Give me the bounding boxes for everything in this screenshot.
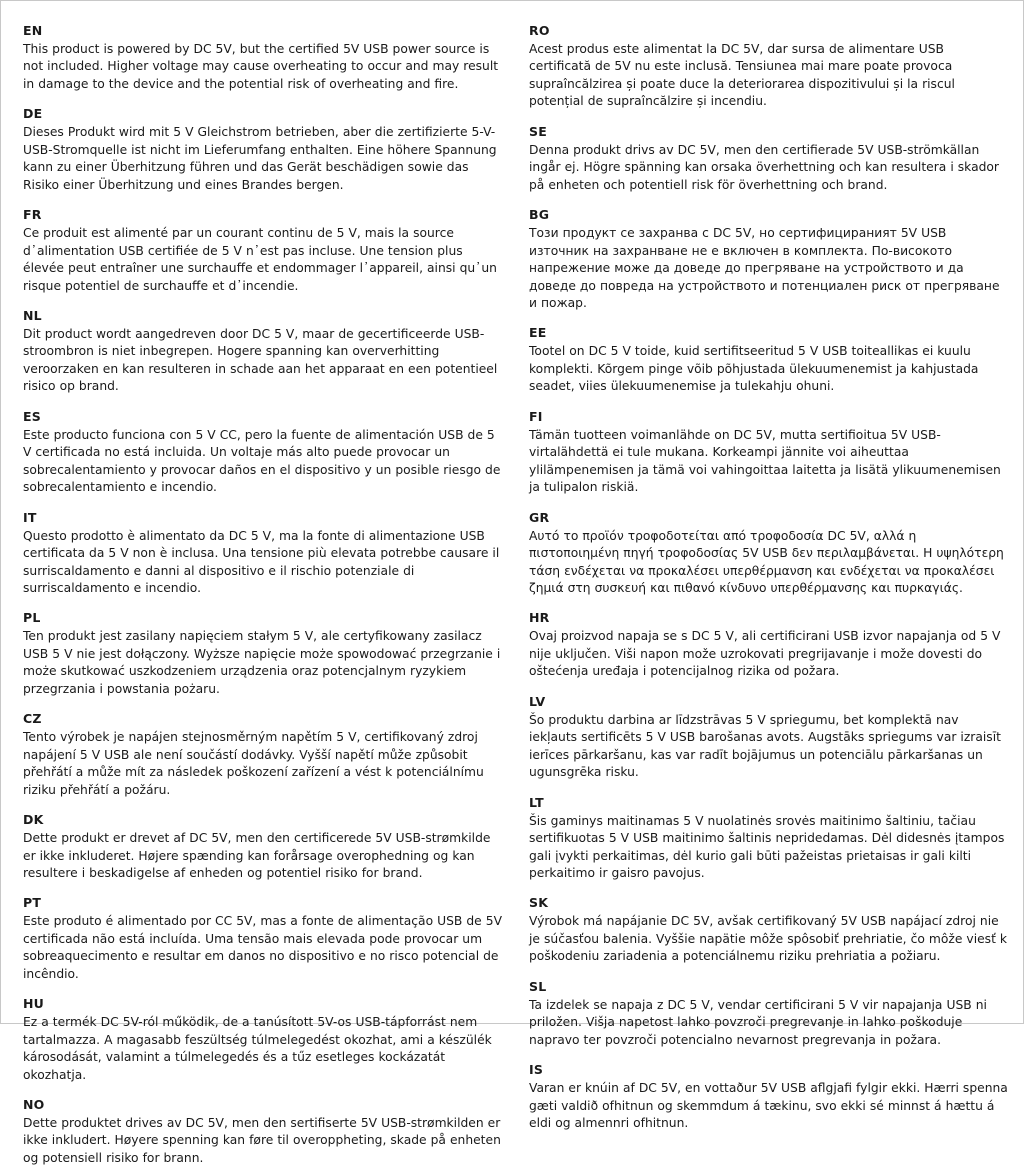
language-paragraph: Výrobok má napájanie DC 5V, avšak certifikovaný 5V USB napájací zdroj nie je súčasťou balenia. Vyššie napätie môže spôsobiť prehriatie, čo môže viesť k poškodeniu zariadenia a potenciálnemu riziku prehriatia a požiaru. [529,914,1008,964]
language-entry [529,795,1009,883]
language-entry [529,124,1009,194]
language-entry [529,325,1009,395]
language-entry [529,207,1009,312]
language-code: DE [23,106,43,122]
language-paragraph: Dieses Produkt wird mit 5 V Gleichstrom betrieben, aber die zertifizierte 5-V-USB-Stromquelle ist nicht im Lieferumfang enthalten. Eine höhere Spannung kann zu einer Überhitzung führen und das Gerät beschädigen sowie das Risiko einer Überhitzung und eines Brandes bergen. [23,125,497,192]
language-entry [529,23,1009,111]
language-paragraph: Tento výrobek je napájen stejnosměrným napětím 5 V, certifikovaný zdroj napájení 5 V USB ale není součástí dodávky. Vyšší napětí může způsobit přehřátí a může mít za následek poškození zařízení a vést k potenciálnímu riziku přehřátí a požáru. [23,730,484,797]
language-paragraph: Ta izdelek se napaja z DC 5 V, vendar certificirani 5 V vir napajanja USB ni priložen. Višja napetost lahko povzroči pregrevanje in lahko poškoduje napravo ter povzroči potencialno nevarnost pregrevanja in požara. [529,997,987,1047]
language-entry [23,308,503,396]
language-code: PL [23,610,41,626]
language-code: CZ [23,711,42,727]
language-code: HR [529,610,550,626]
language-code: PT [23,895,42,911]
language-code: SL [529,978,547,994]
language-paragraph: Този продукт се захранва с DC 5V, но сертифицираният 5V USB източник на захранване не е включен в комплекта. По-високото напрежение може да доведе до прегряване на устройството и да доведе до повреда на устройството и потенциален риск от прегряване и пожар. [529,226,1000,310]
language-entry [529,694,1009,782]
language-code: IT [23,509,37,525]
language-code: LV [529,693,546,709]
language-code: HU [23,996,45,1012]
language-entry [529,979,1009,1049]
language-paragraph: Ovaj proizvod napaja se s DC 5 V, ali certificirani USB izvor napajanja od 5 V nije uključen. Viši napon može uzrokovati pregrijavanje i može dovesti do oštećenja uređaja i potencijalnog rizika od požara. [529,629,1001,679]
language-code: DK [23,812,44,828]
language-paragraph: Šis gaminys maitinamas 5 V nuolatinės srovės maitinimo šaltiniu, tačiau sertifikuotas 5 V USB maitinimo šaltinis nepridedamas. Dėl didesnės įtampos gali įvykti perkaitimas, dėl kurio gali būti pažeistas prietaisas ir gali kilti perkaitimo ir gaisro pavojus. [529,813,1005,880]
language-paragraph: Varan er knúin af DC 5V, en vottaður 5V USB aflgjafi fylgir ekki. Hærri spenna gæti valdið ofhitnun og skemmdum á tækinu, svo ekki sé minnst á hættu á eldi og almennri ofhitnun. [529,1081,1008,1131]
language-entry [23,409,503,497]
language-entry [529,1062,1009,1132]
language-entry [23,1097,503,1167]
language-paragraph: Este producto funciona con 5 V CC, pero la fuente de alimentación USB de 5 V certificada no está incluida. Un voltaje más alto puede provocar un sobrecalentamiento y provocar daños en el dispositivo y un posible riesgo de sobrecalentamiento e incendio. [23,427,501,495]
language-entry [23,996,503,1084]
language-paragraph: Tootel on DC 5 V toide, kuid sertifitseeritud 5 V USB toiteallikas ei kuulu komplekti. Kõrgem pinge võib põhjustada ülekuumenemist ja kahjustada seadet, viies ülekuumenemise ja tulekahju ohuni. [529,344,979,394]
left-column [23,23,503,1165]
language-code: SK [529,895,549,911]
language-entry [529,610,1009,680]
language-entry [23,812,503,882]
language-code: EE [529,325,547,341]
language-entry [529,409,1009,497]
language-code: SE [529,123,547,139]
language-code: RO [529,23,550,38]
language-paragraph: Dit product wordt aangedreven door DC 5 V, maar de gecertificeerde USB-stroombron is niet inbegrepen. Hogere spanning kan oververhitting veroorzaken en kan resulteren in schade aan het apparaat en een potentieel risico op brand. [23,326,498,394]
language-code: BG [529,207,550,223]
language-entry [23,106,503,194]
language-paragraph: Αυτό το προϊόν τροφοδοτείται από τροφοδοσία DC 5V, αλλά η πιστοποιημένη πηγή τροφοδοσίας 5V USB δεν περιλαμβάνεται. Η υψηλότερη τάση ενδέχεται να προκαλέσει υπερθέρμανση και ενδέχεται να προκαλέσει ζημιά στη συσκευή και πιθανό κίνδυνο υπερθέρμανσης και πυρκαγιάς. [529,528,1004,595]
language-entry [23,207,503,295]
language-entry [23,610,503,698]
language-code: FI [529,408,543,424]
language-code: FR [23,207,42,223]
language-paragraph: Šo produktu darbina ar līdzstrāvas 5 V spriegumu, bet komplektā nav iekļauts sertificēts 5 V USB barošanas avots. Augstāks spriegums var izraisīt ierīces pārkaršanu, kas var radīt bojājumus un potenciālu pārkaršanas un ugunsgrēka risku. [529,712,1001,780]
language-code: EN [23,23,43,38]
language-entry [23,711,503,799]
language-paragraph: Denna produkt drivs av DC 5V, men den certifierade 5V USB-strömkällan ingår ej. Högre spänning kan orsaka överhettning och kan resultera i skador på enheten och potentiell risk för överhettning och brand. [529,142,999,192]
language-paragraph: Acest produs este alimentat la DC 5V, dar sursa de alimentare USB certificată de 5V nu este inclusă. Tensiunea mai mare poate provoca supraîncălzirea și poate duce la deteriorarea dispozitivului și la riscul potențial de supraîncălzire și incendiu. [529,42,955,109]
language-entry [529,510,1009,598]
language-paragraph: Tämän tuotteen voimanlähde on DC 5V, mutta sertifioitua 5V USB-virtalähdettä ei tule mukana. Korkeampi jännite voi aiheuttaa ylilämpenemisen ja tämä voi vahingoittaa laitetta ja lisätä ylikuumenemisen ja tulipalon riskiä. [529,427,1001,495]
language-code: ES [23,408,41,424]
language-entry [23,23,503,93]
right-column [529,23,1009,1131]
language-code: LT [529,794,544,810]
language-paragraph: Ce produit est alimenté par un courant continu de 5 V, mais la source d᾽alimentation USB certifiée de 5 V n᾽est pas incluse. Une tension plus élevée peut entraîner une surchauffe et endommager l᾽appareil, ainsi qu᾽un risque potentiel de surchauffe et d᾽incendie. [23,226,497,293]
language-paragraph: Dette produktet drives av DC 5V, men den sertifiserte 5V USB-strømkilden er ikke inkludert. Høyere spenning kan føre til overoppheting, skade på enheten og potensiell risiko for brann. [23,1116,501,1165]
language-code: NL [23,307,42,323]
language-paragraph: Ten produkt jest zasilany napięciem stałym 5 V, ale certyfikowany zasilacz USB 5 V nie jest dołączony. Wyższe napięcie może spowodować przegrzanie i może skutkować uszkodzeniem urządzenia oraz potencjalnym ryzykiem przegrzania i powstania pożaru. [23,629,501,696]
language-code: GR [529,509,550,525]
language-entry [23,895,503,983]
language-paragraph: Dette produkt er drevet af DC 5V, men den certificerede 5V USB-strømkilde er ikke inkluderet. Højere spænding kan forårsage overophedning og kan resultere i beskadigelse af enheden og potentiel risiko for brand. [23,831,491,880]
language-entry [529,895,1009,965]
language-paragraph: This product is powered by DC 5V, but the certified 5V USB power source is not included. Higher voltage may cause overheating to occur and may result in damage to the device and the potential risk of overheating and fire. [23,42,499,91]
language-entry [23,510,503,598]
language-paragraph: Ez a termék DC 5V-ról működik, de a tanúsított 5V-os USB-tápforrást nem tartalmazza. A magasabb feszültség túlmelegedést okozhat, ami a készülék károsodását, valamint a túlmelegedés és a tűz esetleges kockázatát okozhatja. [23,1015,492,1082]
language-paragraph: Este produto é alimentado por CC 5V, mas a fonte de alimentação USB de 5V certificada não está incluída. Uma tensão mais elevada pode provocar um sobreaquecimento e resultar em danos no dispositivo e no risco potencial de incêndio. [23,914,502,981]
language-paragraph: Questo prodotto è alimentato da DC 5 V, ma la fonte di alimentazione USB certificata da 5 V non è inclusa. Una tensione più elevata potrebbe causare il surriscaldamento e danni al dispositivo e il rischio potenziale di surriscaldamento e incendio. [23,528,500,595]
language-code: IS [529,1062,544,1078]
language-code: NO [23,1097,45,1113]
two-column-layout [23,23,1008,1165]
